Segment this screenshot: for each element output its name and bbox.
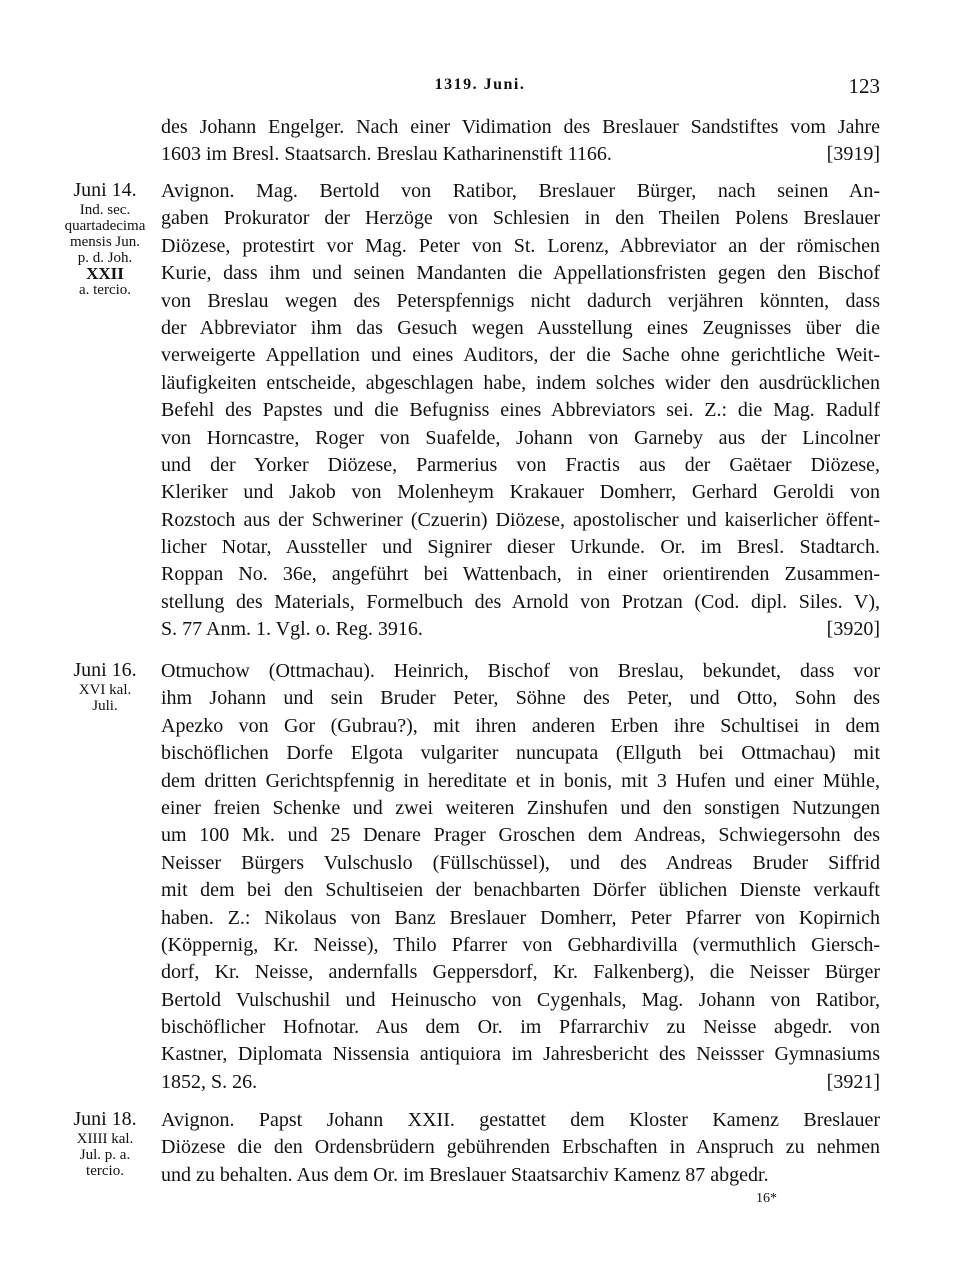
- line-text: haben. Z.: Nikolaus von Banz Breslauer Domherr, Peter Pfarrer von Kopirnich: [161, 906, 880, 929]
- text-line: [161, 589, 880, 616]
- text-line: [161, 205, 880, 232]
- line-text: gaben Prokurator der Herzöge von Schlesien in den Theilen Polens Breslauer: [161, 207, 880, 230]
- margin-note: [56, 658, 154, 714]
- text-line: [161, 1041, 880, 1068]
- line-text: 1603 im Bresl. Staatsarch. Breslau Katharinenstift 1166.: [161, 143, 612, 166]
- line-text: S. 77 Anm. 1. Vgl. o. Reg. 3916.: [161, 618, 423, 641]
- line-text: Befehl des Papstes und die Befugniss eines Abbreviators sei. Z.: die Mag. Radulf: [161, 399, 880, 422]
- margin-date: Juni 14.: [73, 179, 137, 201]
- margin-note-line: p. d. Joh.: [77, 250, 133, 266]
- line-text: stellung des Materials, Formelbuch des Arnold von Protzan (Cod. dipl. Siles. V),: [161, 590, 880, 613]
- entry-body: [161, 1107, 880, 1189]
- line-text: Kurie, dass ihm und seinen Mandanten die Appellationsfristen gegen den Bischof: [161, 262, 880, 285]
- text-line: [161, 1014, 880, 1041]
- text-line: [161, 288, 880, 315]
- margin-note: [56, 178, 154, 298]
- page-number: 123: [848, 74, 880, 98]
- margin-note-line: XVI kal.: [78, 682, 132, 698]
- text-line: [161, 685, 880, 712]
- text-line: [161, 987, 880, 1014]
- line-text: Roppan No. 36e, angeführt bei Wattenbach, in einer orientirenden Zusammen-: [161, 563, 880, 586]
- text-line: [161, 534, 880, 561]
- line-text: Otmuchow (Ottmachau). Heinrich, Bischof von Breslau, bekundet, dass vor: [161, 660, 880, 682]
- text-line: [161, 397, 880, 424]
- line-text: einer freien Schenke und zwei weiteren Zinshufen und den sonstigen Nutzungen: [161, 796, 880, 819]
- text-line: [161, 315, 880, 342]
- text-line: [161, 905, 880, 932]
- text-line: [161, 1134, 880, 1161]
- text-line: [161, 740, 880, 767]
- margin-note-line: quartadecima: [64, 218, 146, 234]
- margin-note-line: XXII: [86, 264, 124, 283]
- signature-mark: 16*: [756, 1191, 777, 1206]
- line-text: Avignon. Mag. Bertold von Ratibor, Breslauer Bürger, nach seinen An-: [161, 180, 880, 202]
- margin-note-line: mensis Jun.: [69, 234, 140, 250]
- line-text: dem dritten Gerichtspfennig in hereditate et in bonis, mit 3 Hufen und einer Mühle,: [161, 769, 880, 792]
- line-text: Kastner, Diplomata Nissensia antiquiora im Jahresbericht des Neissser Gymnasiums: [161, 1043, 880, 1066]
- entry-body: [161, 114, 880, 169]
- text-line: [161, 561, 880, 588]
- line-text: Diözese die den Ordensbrüdern gebührenden Erbschaften in Anspruch zu nehmen: [161, 1136, 880, 1159]
- line-text: bischöflicher Hofnotar. Aus dem Or. im Pfarrarchiv zu Neisse abgedr. von: [161, 1016, 880, 1039]
- text-line: [161, 877, 880, 904]
- line-text: verweigerte Appellation und eines Auditors, der die Sache ohne gerichtliche Weit-: [161, 344, 880, 367]
- running-title: 1319. Juni.: [434, 76, 526, 93]
- text-line: [161, 114, 880, 141]
- margin-note-line: Jul. p. a.: [79, 1147, 131, 1163]
- margin-date: Juni 18.: [73, 1108, 137, 1130]
- margin-date: Juni 16.: [73, 659, 137, 681]
- line-text: Bertold Vulschushil und Heinuscho von Cygenhals, Mag. Johann von Ratibor,: [161, 988, 880, 1011]
- text-line: [161, 932, 880, 959]
- text-line: [161, 850, 880, 877]
- text-line: [161, 795, 880, 822]
- text-line: [161, 507, 880, 534]
- line-text: dorf, Kr. Neisse, andernfalls Geppersdorf, Kr. Falkenberg), die Neisser Bürger: [161, 961, 880, 984]
- line-text: und der Yorker Diözese, Parmerius von Fractis aus der Gaëtaer Diözese,: [161, 453, 880, 476]
- regest-number: [3919]: [826, 143, 880, 166]
- margin-note-line: XIIII kal.: [76, 1131, 134, 1147]
- line-text: mit dem bei den Schultiseien der benachbarten Dörfer üblichen Dienste verkauft: [161, 879, 880, 902]
- line-text: läufigkeiten entscheide, abgeschlagen habe, indem solches wider den ausdrücklichen: [161, 371, 880, 394]
- line-text: Avignon. Papst Johann XXII. gestattet dem Kloster Kamenz Breslauer: [161, 1109, 880, 1131]
- line-text: des Johann Engelger. Nach einer Vidimation des Breslauer Sandstiftes vom Jahre: [161, 116, 880, 138]
- line-text: um 100 Mk. und 25 Denare Prager Groschen dem Andreas, Schwiegersohn des: [161, 824, 880, 847]
- line-text: 1852, S. 26.: [161, 1070, 258, 1093]
- text-line: [161, 822, 880, 849]
- line-text: Neisser Bürgers Vulschuslo (Füllschüssel), und des Andreas Bruder Siffrid: [161, 851, 880, 874]
- margin-note: [56, 1107, 154, 1179]
- text-line: [161, 713, 880, 740]
- line-text: von Breslau wegen des Peterspfennigs nicht dadurch verjähren könnten, dass: [161, 289, 880, 312]
- text-line: [161, 452, 880, 479]
- text-line: [161, 959, 880, 986]
- line-text: von Horncastre, Roger von Suafelde, Johann von Garneby aus der Lincolner: [161, 426, 880, 449]
- line-text: und zu behalten. Aus dem Or. im Breslauer Staatsarchiv Kamenz 87 abgedr.: [161, 1163, 769, 1186]
- margin-note-line: Ind. sec.: [79, 202, 131, 218]
- line-text: licher Notar, Aussteller und Signirer dieser Urkunde. Or. im Bresl. Stadtarch.: [161, 536, 880, 559]
- margin-note-line: tercio.: [86, 1163, 124, 1179]
- entry-body: [161, 658, 880, 1096]
- text-line: [161, 425, 880, 452]
- line-text: bischöflichen Dorfe Elgota vulgariter nuncupata (Ellguth bei Ottmachau) mit: [161, 742, 880, 765]
- text-line: [161, 178, 880, 205]
- text-line: [161, 233, 880, 260]
- line-text: der Abbreviator ihm das Gesuch wegen Ausstellung eines Zeugnisses über die: [161, 316, 880, 339]
- text-line: [161, 1162, 880, 1189]
- text-line: [161, 1107, 880, 1134]
- text-line: [161, 768, 880, 795]
- line-text: Apezko von Gor (Gubrau?), mit ihren anderen Erben ihre Schultisei in dem: [161, 714, 880, 737]
- text-line: [161, 370, 880, 397]
- line-text: Diözese, protestirt vor Mag. Peter von St. Lorenz, Abbreviator an der römischen: [161, 234, 880, 257]
- regest-number: [3921]: [826, 1070, 880, 1093]
- line-text: ihm Johann und sein Bruder Peter, Söhne des Peter, und Otto, Sohn des: [161, 687, 880, 710]
- line-text: (Köppernig, Kr. Neisse), Thilo Pfarrer von Gebhardivilla (vermuthlich Giersch-: [161, 933, 880, 956]
- text-line: [161, 260, 880, 287]
- text-line: [161, 616, 880, 643]
- text-line: [161, 1069, 880, 1096]
- margin-note-line: Juli.: [92, 698, 118, 714]
- entry-body: [161, 178, 880, 644]
- text-line: [161, 141, 880, 168]
- regest-number: [3920]: [826, 618, 880, 641]
- text-line: [161, 342, 880, 369]
- text-line: [161, 479, 880, 506]
- margin-note-line: a. tercio.: [78, 282, 132, 298]
- text-line: [161, 658, 880, 685]
- line-text: Rozstoch aus der Schweriner (Czuerin) Diözese, apostolischer und kaiserlicher öffent-: [161, 508, 880, 531]
- line-text: Kleriker und Jakob von Molenheym Krakauer Domherr, Gerhard Geroldi von: [161, 481, 880, 504]
